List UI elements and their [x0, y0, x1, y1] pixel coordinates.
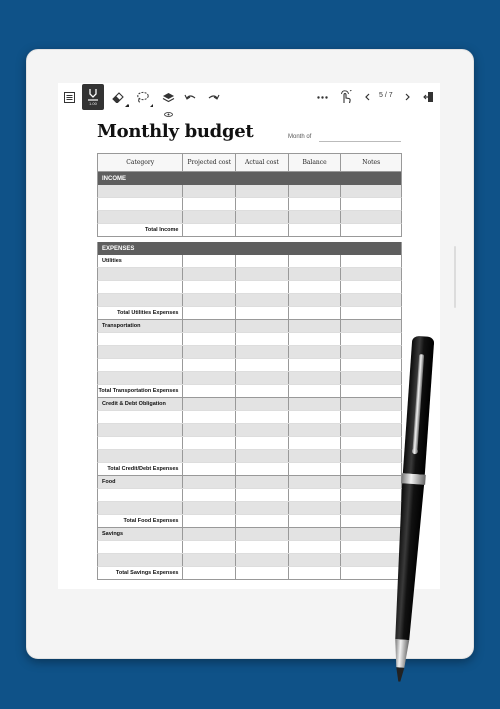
- category-label: Savings: [98, 528, 183, 540]
- category-label: Utilities: [98, 255, 183, 267]
- category-label: Food: [98, 476, 183, 488]
- category-label: Credit & Debt Obligation: [98, 398, 183, 410]
- income-section-bar: INCOME: [97, 172, 402, 185]
- header-projected-cost: Projected cost: [183, 154, 236, 171]
- header-actual-cost: Actual cost: [236, 154, 289, 171]
- total-label: Total Utilities Expenses: [98, 307, 183, 319]
- page-title: Monthly budget: [97, 121, 254, 142]
- header-category: Category: [98, 154, 183, 171]
- page-indicator: 5 / 7: [379, 92, 393, 99]
- header-notes: Notes: [362, 158, 381, 166]
- expenses-section-bar: EXPENSES: [97, 242, 402, 255]
- month-label: Month of: [288, 134, 312, 140]
- total-label: Total Transportation Expenses: [98, 385, 183, 397]
- total-label: Total Food Expenses: [98, 515, 183, 527]
- category-label: Transportation: [98, 320, 183, 332]
- total-income-label: Total Income: [98, 224, 183, 236]
- total-label: Total Credit/Debt Expenses: [98, 463, 183, 475]
- header-balance: Balance: [289, 154, 342, 171]
- total-label: Total Savings Expenses: [98, 567, 183, 579]
- pen-size-label: 1.00: [89, 101, 97, 106]
